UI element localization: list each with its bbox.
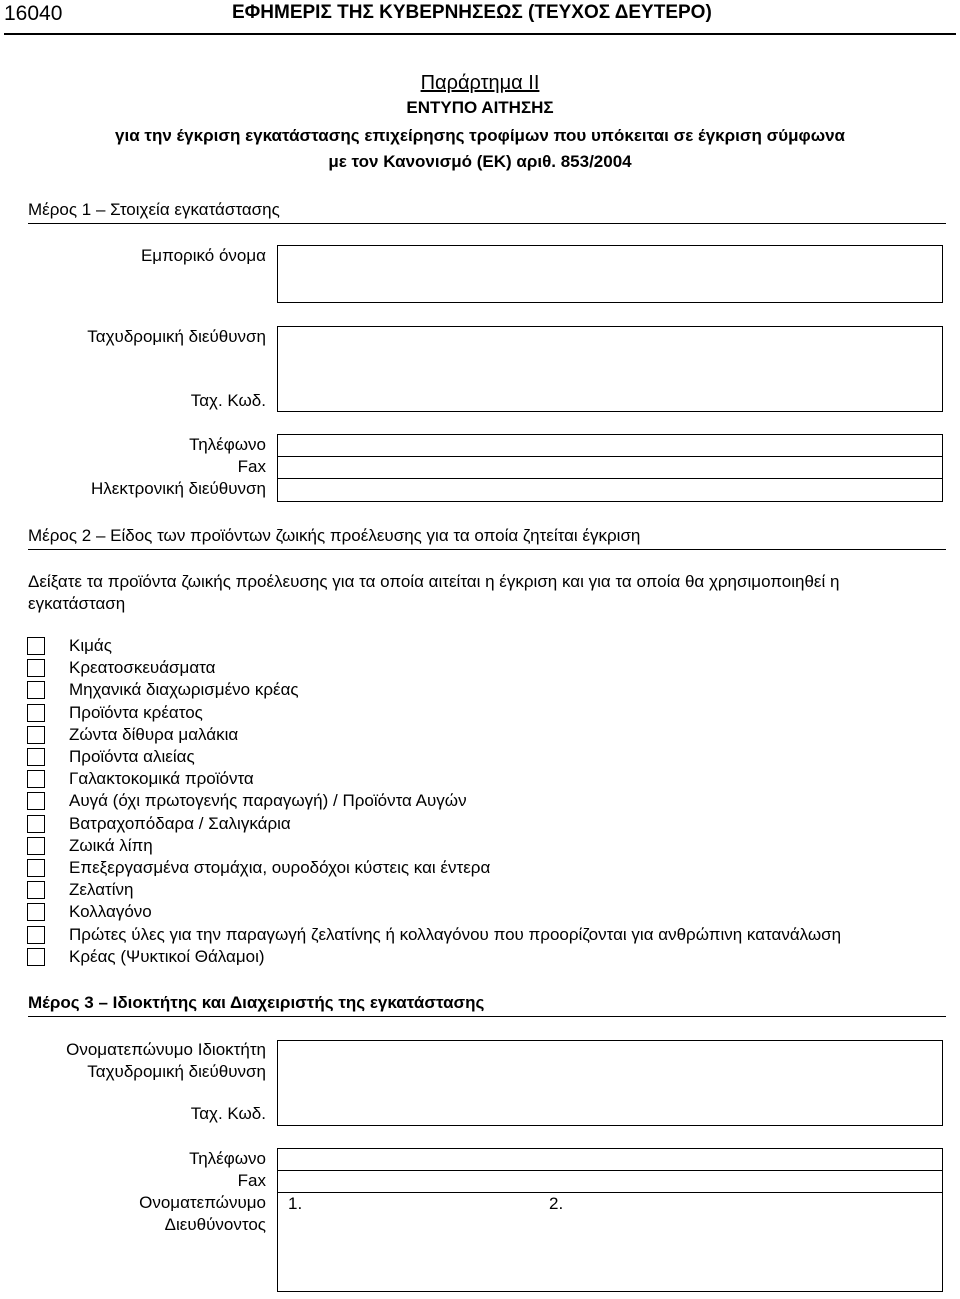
form-title: ΕΝΤΥΠΟ ΑΙΤΗΣΗΣ bbox=[406, 98, 554, 117]
form-subtitle-line1: για την έγκριση εγκατάστασης επιχείρησης τροφίμων που υπόκειται σε έγκριση σύμφωνα bbox=[115, 126, 845, 145]
phone-label: Τηλέφωνο bbox=[189, 435, 266, 454]
product-label: Επεξεργασμένα στομάχια, ουροδόχοι κύστεις και έντερα bbox=[69, 858, 491, 877]
part2-instruction: Δείξατε τα προϊόντα ζωικής προέλευσης για τα οποία αιτείται η έγκριση και για τα οποία θα χρησιμοποιηθεί η εγκατάσταση bbox=[28, 572, 840, 613]
product-item bbox=[27, 657, 215, 679]
form-subtitle-line2: με τον Κανονισμό (ΕΚ) αριθ. 853/2004 bbox=[328, 152, 632, 171]
product-checkbox[interactable] bbox=[27, 659, 45, 677]
owner-fax-field[interactable] bbox=[277, 1170, 943, 1194]
manager-slot-2: 2. bbox=[549, 1194, 564, 1213]
product-checkbox[interactable] bbox=[27, 837, 45, 855]
product-checkbox[interactable] bbox=[27, 881, 45, 899]
email-label: Ηλεκτρονική διεύθυνση bbox=[91, 479, 266, 498]
product-label: Κιμάς bbox=[69, 636, 112, 655]
part1-divider bbox=[28, 223, 946, 224]
product-checkbox[interactable] bbox=[27, 903, 45, 921]
product-item bbox=[27, 835, 153, 857]
product-checkbox[interactable] bbox=[27, 681, 45, 699]
product-checkbox[interactable] bbox=[27, 748, 45, 766]
part3-heading: Μέρος 3 – Ιδιοκτήτης και Διαχειριστής της εγκατάστασης bbox=[28, 993, 485, 1012]
product-checkbox[interactable] bbox=[27, 726, 45, 744]
owner-fax-label: Fax bbox=[237, 1171, 266, 1190]
manager-label-line1: Ονοματεπώνυμο bbox=[139, 1193, 266, 1212]
product-label: Μηχανικά διαχωρισμένο κρέας bbox=[69, 680, 299, 700]
manager-slot-1: 1. bbox=[288, 1194, 303, 1213]
product-checkbox[interactable] bbox=[27, 704, 45, 722]
product-item bbox=[27, 790, 467, 812]
product-label: Βατραχοπόδαρα / Σαλιγκάρια bbox=[69, 813, 291, 833]
manager-field[interactable] bbox=[277, 1192, 943, 1292]
owner-address-field[interactable] bbox=[277, 1040, 943, 1126]
part2-heading: Μέρος 2 – Είδος των προϊόντων ζωικής προέλευσης για τα οποία ζητείται έγκριση bbox=[28, 526, 641, 545]
product-item bbox=[27, 879, 133, 901]
product-item bbox=[27, 635, 112, 657]
product-label: Προϊόντα κρέατος bbox=[69, 702, 203, 722]
product-label: Κρέας (Ψυκτικοί Θάλαμοι) bbox=[69, 946, 265, 966]
fax-field[interactable] bbox=[277, 456, 943, 480]
product-checkbox[interactable] bbox=[27, 859, 45, 877]
owner-address-label: Ταχυδρομική διεύθυνση bbox=[87, 1062, 266, 1081]
product-item bbox=[27, 746, 195, 768]
product-checkbox[interactable] bbox=[27, 926, 45, 944]
trade-name-label: Εμπορικό όνομα bbox=[140, 246, 266, 265]
trade-name-field[interactable] bbox=[277, 245, 943, 303]
page-number: 16040 bbox=[4, 2, 63, 25]
product-label: Ζώντα δίθυρα μαλάκια bbox=[69, 724, 239, 744]
phone-field[interactable] bbox=[277, 434, 943, 458]
product-item bbox=[27, 702, 203, 724]
product-checkbox[interactable] bbox=[27, 815, 45, 833]
product-item bbox=[27, 768, 254, 790]
owner-phone-field[interactable] bbox=[277, 1148, 943, 1172]
owner-name-label: Ονοματεπώνυμο Ιδιοκτήτη bbox=[66, 1040, 266, 1059]
product-item bbox=[27, 724, 238, 746]
product-label: Πρώτες ύλες για την παραγωγή ζελατίνης ή κολλαγόνου που προορίζονται για ανθρώπινη κατανάλωση bbox=[69, 924, 842, 944]
address-field[interactable] bbox=[277, 326, 943, 412]
owner-postcode-label: Ταχ. Κωδ. bbox=[190, 1104, 266, 1123]
manager-label-line2: Διευθύνοντος bbox=[164, 1215, 266, 1234]
gazette-title: ΕΦΗΜΕΡΙΣ ΤΗΣ ΚΥΒΕΡΝΗΣΕΩΣ (ΤΕΥΧΟΣ ΔΕΥΤΕΡΟ) bbox=[232, 2, 712, 23]
email-field[interactable] bbox=[277, 478, 943, 502]
product-checkbox[interactable] bbox=[27, 948, 45, 966]
product-label: Κρεατοσκευάσματα bbox=[69, 658, 216, 678]
product-item bbox=[27, 857, 490, 879]
product-item bbox=[27, 946, 265, 968]
product-label: Ζωικά λίπη bbox=[69, 835, 153, 855]
product-label: Γαλακτοκομικά προϊόντα bbox=[69, 769, 254, 789]
product-item bbox=[27, 901, 152, 923]
product-checkbox[interactable] bbox=[27, 770, 45, 788]
product-item bbox=[27, 924, 841, 946]
product-label: Προϊόντα αλιείας bbox=[69, 747, 195, 766]
product-label: Αυγά (όχι πρωτογενής παραγωγή) / Προϊόντα Αυγών bbox=[69, 791, 467, 811]
fax-label: Fax bbox=[237, 457, 266, 476]
header-divider bbox=[4, 33, 956, 35]
part1-heading: Μέρος 1 – Στοιχεία εγκατάστασης bbox=[28, 200, 280, 219]
product-checkbox[interactable] bbox=[27, 637, 45, 655]
product-item bbox=[27, 813, 291, 835]
owner-phone-label: Τηλέφωνο bbox=[189, 1149, 266, 1168]
product-item bbox=[27, 679, 299, 701]
part2-divider bbox=[28, 549, 946, 550]
postcode-label: Ταχ. Κωδ. bbox=[190, 391, 266, 410]
annex-title: Παράρτημα ΙΙ bbox=[420, 72, 540, 94]
product-checkbox[interactable] bbox=[27, 792, 45, 810]
part3-divider bbox=[28, 1016, 946, 1017]
product-label: Κολλαγόνο bbox=[69, 902, 152, 922]
address-label: Ταχυδρομική διεύθυνση bbox=[87, 327, 266, 346]
product-label: Ζελατίνη bbox=[69, 880, 134, 900]
